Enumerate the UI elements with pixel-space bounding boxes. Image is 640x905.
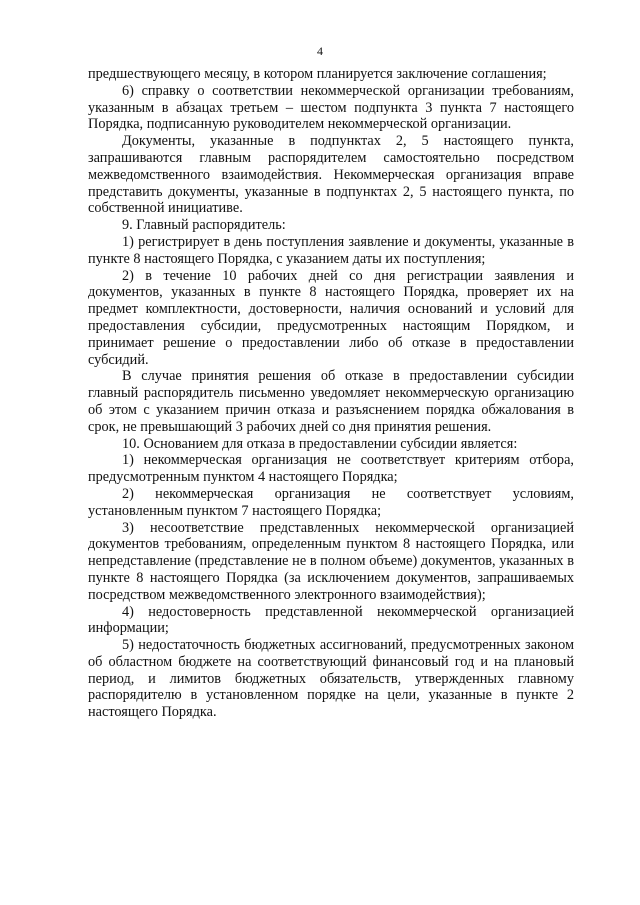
paragraph-clause-10-item-1: 1) некоммерческая организация не соответствует критериям отбора, предусмотренным пунктом 4 настоящего Порядка;	[88, 452, 574, 486]
paragraph-clause-10-item-4: 4) недостоверность представленной некоммерческой организацией информации;	[88, 603, 574, 637]
paragraph-continuation: предшествующего месяцу, в котором планируется заключение соглашения;	[88, 66, 547, 82]
paragraph-item-6-certificate: 6) справку о соответствии некоммерческой организации требованиям, указанным в абзацах третьем – шестом подпункта 3 пункта 7 настоящего Порядка, подписанную руководителем некоммерческой организации.	[88, 82, 574, 133]
paragraph-clause-10-heading: 10. Основанием для отказа в предоставлении субсидии является:	[122, 435, 518, 452]
paragraph-clause-9-item-1: 1) регистрирует в день поступления заявление и документы, указанные в пункте 8 настоящего Порядка, с указанием даты их поступления;	[88, 233, 574, 267]
paragraph-clause-10-item-3: 3) несоответствие представленных некоммерческой организацией документов требованиям, определенным пунктом 8 настоящего Порядка, или непредставление (представление не в полном объеме) документов, указанных в пункте 8 настоящего Порядка (за исключением документов, запрашиваемых посредством межведомственного электронного взаимодействия);	[88, 519, 574, 603]
paragraph-documents-request: Документы, указанные в подпунктах 2, 5 настоящего пункта, запрашиваются главным распорядителем самостоятельно посредством межведомственного взаимодействия. Некоммерческая организация вправе представить документы, указанные в подпунктах 2, 5 настоящего пункта, по собственной инициативе.	[88, 133, 574, 217]
document-body	[88, 66, 574, 721]
paragraph-refusal-notice: В случае принятия решения об отказе в предоставлении субсидии главный распорядитель письменно уведомляет некоммерческую организацию об этом с указанием причин отказа и разъяснением порядка обжалования в срок, не превышающий 3 рабочих дней со дня принятия решения.	[88, 368, 574, 435]
paragraph-clause-10-item-2: 2) некоммерческая организация не соответствует условиям, установленным пунктом 7 настоящего Порядка;	[88, 485, 574, 519]
paragraph-clause-10-item-5: 5) недостаточность бюджетных ассигнований, предусмотренных законом об областном бюджете на соответствующий финансовый год и на плановый период, и лимитов бюджетных обязательств, утвержденных главному распорядителю в установленном порядке на цели, указанные в пункте 2 настоящего Порядка.	[88, 637, 574, 721]
page-number: 4	[317, 44, 323, 58]
paragraph-clause-9-heading: 9. Главный распорядитель:	[122, 217, 286, 234]
paragraph-clause-9-item-2: 2) в течение 10 рабочих дней со дня регистрации заявления и документов, указанных в пункте 8 настоящего Порядка, проверяет их на предмет комплектности, достоверности, наличия оснований и условий для предоставления субсидии, предусмотренных настоящим Порядком, и принимает решение о предоставлении либо об отказе в предоставлении субсидий.	[88, 267, 574, 368]
